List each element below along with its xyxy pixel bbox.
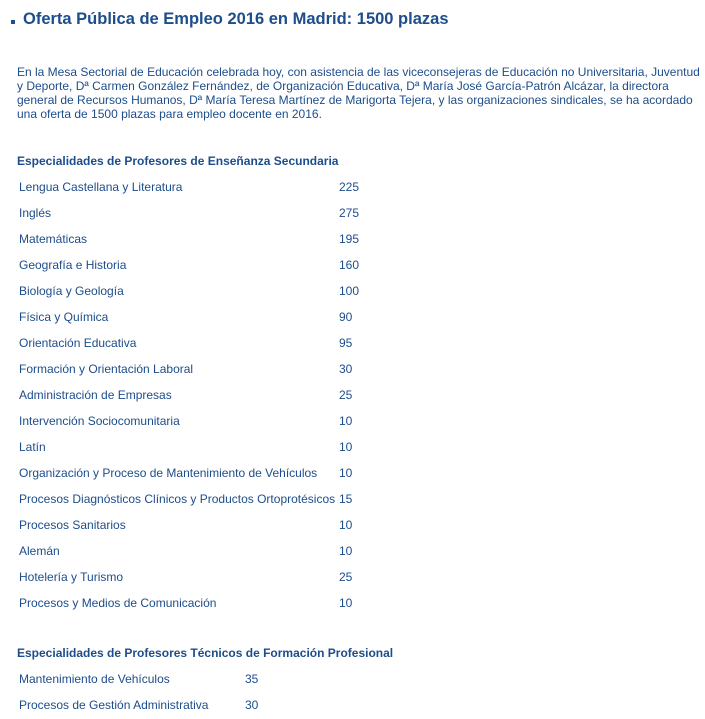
specialty-name: Física y Química xyxy=(19,310,109,324)
specialty-name: Intervención Sociocomunitaria xyxy=(19,414,180,428)
specialty-name: Orientación Educativa xyxy=(19,336,137,350)
specialty-count: 225 xyxy=(339,180,360,194)
table-row xyxy=(17,252,359,278)
table-row xyxy=(17,434,359,460)
specialty-name: Hotelería y Turismo xyxy=(19,570,124,584)
specialty-name: Administración de Empresas xyxy=(19,388,172,402)
specialty-name: Geografía e Historia xyxy=(19,258,127,272)
specialty-name: Procesos y Medios de Comunicación xyxy=(19,596,217,610)
table-fp xyxy=(17,666,258,718)
specialty-count: 10 xyxy=(339,544,353,558)
specialty-name: Latín xyxy=(19,440,46,454)
specialty-name: Procesos de Gestión Administrativa xyxy=(19,698,209,712)
table-row xyxy=(17,590,359,616)
table-row xyxy=(17,226,359,252)
specialty-name: Procesos Diagnósticos Clínicos y Productos Ortoprotésicos xyxy=(19,492,336,506)
page-title: Oferta Pública de Empleo 2016 en Madrid: 1500 plazas xyxy=(23,10,449,28)
specialty-count: 195 xyxy=(339,232,360,246)
specialty-name: Organización y Proceso de Mantenimiento de Vehículos xyxy=(19,466,318,480)
specialty-count: 25 xyxy=(339,388,353,402)
section-heading-fp: Especialidades de Profesores Técnicos de Formación Profesional xyxy=(17,646,394,660)
specialty-count: 10 xyxy=(339,596,353,610)
specialty-name: Matemáticas xyxy=(19,232,88,246)
table-row xyxy=(17,460,359,486)
specialty-count: 95 xyxy=(339,336,353,350)
specialty-name: Formación y Orientación Laboral xyxy=(19,362,194,376)
table-row xyxy=(17,408,359,434)
table-row xyxy=(17,330,359,356)
table-row xyxy=(17,200,359,226)
specialty-count: 160 xyxy=(339,258,360,272)
table-row xyxy=(17,538,359,564)
specialty-count: 275 xyxy=(339,206,360,220)
table-row xyxy=(17,666,258,692)
intro-paragraph: En la Mesa Sectorial de Educación celebrada hoy, con asistencia de las viceconsejeras de Educación no Universitaria, Juventud y Deporte, Dª Carmen González Fernández, de Organización Educativa, Dª María José García-Patrón Alcázar, la directora general de Recursos Humanos, Dª María Teresa Martínez de Marigorta Tejera, y las organizaciones sindicales, se ha acordado una oferta de 1500 plazas para empleo docente en 2016. xyxy=(17,65,700,121)
specialty-name: Alemán xyxy=(19,544,60,558)
specialty-count: 15 xyxy=(339,492,353,506)
specialty-count: 90 xyxy=(339,310,353,324)
specialty-count: 25 xyxy=(339,570,353,584)
table-row xyxy=(17,692,258,718)
specialty-count: 10 xyxy=(339,518,353,532)
table-row xyxy=(17,278,359,304)
table-secundaria xyxy=(17,174,359,616)
specialty-name: Procesos Sanitarios xyxy=(19,518,126,532)
section-heading-secundaria: Especialidades de Profesores de Enseñanza Secundaria xyxy=(17,154,339,168)
bullet-icon xyxy=(11,20,15,24)
specialty-name: Lengua Castellana y Literatura xyxy=(19,180,183,194)
specialty-count: 10 xyxy=(339,466,353,480)
specialty-count: 30 xyxy=(339,362,353,376)
table-row xyxy=(17,512,359,538)
title-row xyxy=(11,10,449,29)
specialty-count: 35 xyxy=(245,672,259,686)
specialty-name: Inglés xyxy=(19,206,52,220)
table-row xyxy=(17,174,359,200)
specialty-count: 100 xyxy=(339,284,360,298)
table-row xyxy=(17,564,359,590)
table-row xyxy=(17,382,359,408)
specialty-name: Biología y Geología xyxy=(19,284,124,298)
table-row xyxy=(17,304,359,330)
table-row xyxy=(17,356,359,382)
specialty-name: Mantenimiento de Vehículos xyxy=(19,672,170,686)
specialty-count: 10 xyxy=(339,414,353,428)
table-row xyxy=(17,486,359,512)
specialty-count: 30 xyxy=(245,698,259,712)
specialty-count: 10 xyxy=(339,440,353,454)
